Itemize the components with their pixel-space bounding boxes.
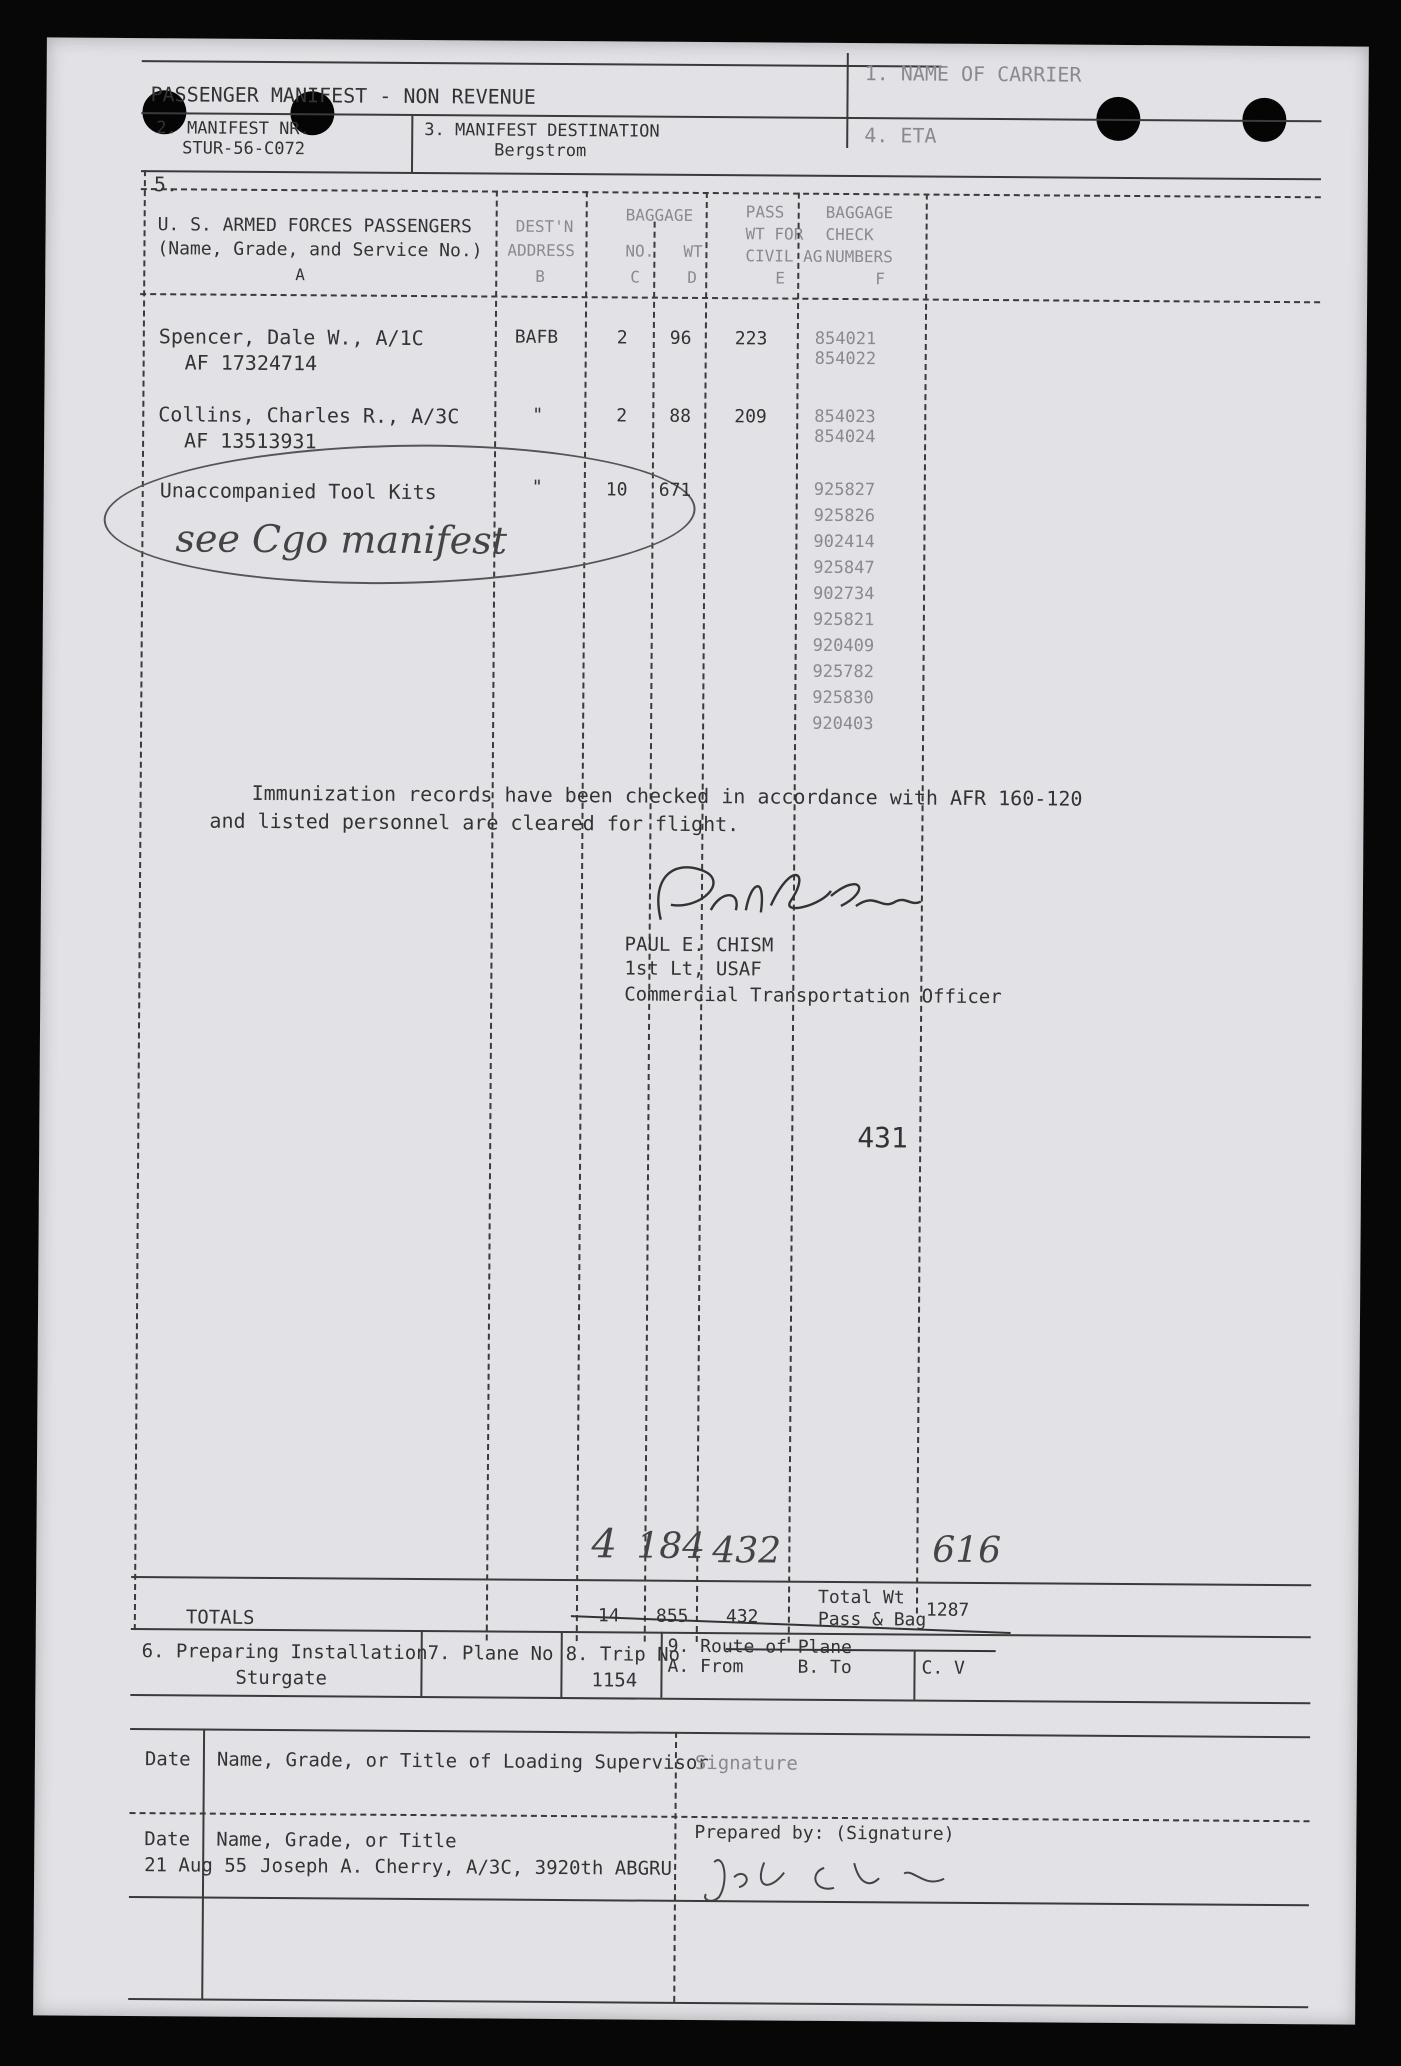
preparer: Joseph A. Cherry, A/3C, 3920th ABGRU — [260, 1854, 673, 1880]
signer-rank: 1st Lt, USAF — [624, 957, 762, 981]
row-check: 925826 — [813, 505, 876, 527]
col-b-header-2: ADDRESS — [507, 240, 575, 261]
rule — [142, 60, 942, 68]
route-to-label: B. To — [797, 1656, 852, 1679]
col-d-header: WT — [683, 241, 703, 261]
row-pass-wt: 209 — [734, 406, 767, 428]
officer-signature — [641, 850, 932, 942]
row-dest: " — [532, 404, 544, 426]
preparing-installation-label: 6. Preparing Installation — [141, 1640, 428, 1665]
totals-label: TOTALS — [185, 1606, 255, 1629]
row-check: 920403 — [812, 713, 874, 735]
row-name: Unaccompanied Tool Kits — [159, 478, 437, 505]
col-f-header-2: CHECK — [825, 224, 874, 245]
destination: Bergstrom — [494, 140, 587, 162]
col-f-letter: F — [875, 269, 885, 289]
name-label: Name, Grade, or Title — [216, 1828, 457, 1853]
row-bag-no: 2 — [616, 327, 628, 349]
col-e-letter: E — [775, 268, 785, 288]
rule — [130, 1694, 1310, 1704]
prepared-by-label: Prepared by: (Signature) — [694, 1821, 955, 1845]
row-service-no: AF 13513931 — [184, 428, 317, 454]
destination-label: 3. MANIFEST DESTINATION — [424, 120, 660, 142]
totals-pass-wt: 432 — [725, 1606, 759, 1628]
handwritten-total-bag-wt: 184 — [636, 1525, 706, 1568]
row-bag-no: 2 — [616, 405, 628, 427]
handwritten-total-bag-no: 4 — [591, 1521, 618, 1568]
row-check: 925821 — [812, 609, 875, 631]
row-check: 902734 — [812, 583, 875, 605]
totals-total-wt: 1287 — [925, 1599, 970, 1621]
row-bag-no: 10 — [605, 479, 628, 501]
eta-label: 4. ETA — [864, 123, 937, 148]
row-bag-wt: 96 — [669, 327, 692, 349]
date-value: 21 Aug 55 — [144, 1854, 248, 1877]
rule — [913, 1649, 915, 1699]
row-dest: BAFB — [514, 326, 559, 348]
rule — [128, 1998, 1308, 2008]
rule — [131, 1576, 1311, 1586]
col-e-header-1: PASS — [745, 202, 785, 222]
row-dest: " — [531, 476, 543, 498]
col-e-header-2: WT FOR — [745, 224, 804, 244]
certification-line-2: and listed personnel are cleared for flight. — [209, 808, 740, 837]
signer-title: Commercial Transportation Officer — [624, 983, 1002, 1009]
rule — [130, 1812, 1310, 1822]
row-check: 925782 — [812, 661, 875, 683]
rule — [130, 1728, 1310, 1738]
preparing-installation: Sturgate — [235, 1666, 328, 1690]
rule — [560, 1631, 562, 1697]
col-c-header: NO. — [625, 241, 655, 261]
form-title: PASSENGER MANIFEST - NON REVENUE — [150, 82, 536, 109]
row-check: 854022 — [814, 348, 877, 370]
col-cd-header: BAGGAGE — [625, 205, 694, 225]
col-e-header-3: CIVIL AG — [745, 246, 823, 266]
row-name: Collins, Charles R., A/3C — [158, 402, 460, 429]
plane-no-label: 7. Plane No — [427, 1642, 554, 1665]
totals-bag-no: 14 — [597, 1605, 620, 1627]
trip-no: 1154 — [591, 1669, 638, 1692]
rule — [660, 1632, 662, 1698]
row-name: Spencer, Dale W., A/1C — [158, 324, 424, 351]
row-check: 925830 — [812, 687, 874, 709]
rule — [141, 170, 1321, 180]
field-5: 5. — [153, 172, 179, 197]
manifest-page — [33, 37, 1369, 2024]
col-a-header-1: U. S. ARMED FORCES PASSENGERS — [157, 214, 472, 238]
handwritten-total-wt: 616 — [932, 1529, 1002, 1572]
rule — [420, 1630, 422, 1696]
manifest-nr-label: 2. MANIFEST NR. — [156, 118, 310, 140]
col-a-header-2: (Name, Grade, and Service No.) — [157, 238, 483, 262]
manifest-nr: STUR-56-C072 — [182, 138, 306, 160]
row-check: 925847 — [813, 557, 875, 579]
route-from-label: A. From — [667, 1655, 744, 1678]
total-wt-label-2: Pass & Bag — [817, 1608, 927, 1631]
rule — [846, 53, 849, 148]
signer-name: PAUL E. CHISM — [624, 933, 774, 957]
totals-bag-wt: 855 — [655, 1605, 689, 1627]
row-pass-wt: 223 — [734, 328, 768, 350]
handwritten-note: see Cgo manifest — [175, 516, 508, 563]
col-c-letter: C — [630, 267, 640, 287]
row-check: 902414 — [813, 531, 875, 553]
loading-supervisor-label: Name, Grade, or Title of Loading Supervisor — [216, 1748, 709, 1775]
row-bag-wt: 88 — [669, 405, 692, 427]
route-via-label: C. V — [921, 1657, 965, 1679]
rule — [140, 293, 1320, 303]
row-check: 854021 — [814, 328, 877, 350]
circled-entry — [102, 439, 697, 589]
col-b-letter: B — [535, 266, 545, 286]
signature-label: Signature — [694, 1751, 798, 1775]
row-check: 854023 — [814, 406, 876, 428]
rule — [576, 191, 588, 1641]
col-b-header-1: DEST'N — [515, 216, 574, 237]
route-label: 9. Route of Plane — [667, 1635, 853, 1659]
row-bag-wt: 671 — [658, 479, 692, 501]
date-label: Date — [144, 1828, 191, 1851]
carrier-label: 1. NAME OF CARRIER — [864, 61, 1082, 87]
page-number: 431 — [857, 1121, 908, 1155]
rule — [134, 170, 146, 1630]
certification-line-1: Immunization records have been checked in accordance with AFR 160-120 — [251, 780, 1083, 811]
col-a-letter: A — [295, 265, 305, 285]
col-f-header-3: NUMBERS — [825, 246, 893, 267]
handwritten-total-pass-wt: 432 — [712, 1530, 782, 1572]
rule — [141, 188, 1321, 198]
rule — [411, 114, 413, 172]
row-service-no: AF 17324714 — [184, 350, 318, 376]
row-check: 920409 — [812, 635, 875, 657]
total-wt-label-1: Total Wt — [817, 1586, 905, 1609]
check-numbers-list — [812, 477, 875, 737]
col-d-letter: D — [687, 267, 697, 287]
row-check: 854024 — [814, 426, 876, 448]
date-label: Date — [144, 1748, 191, 1771]
rule — [486, 191, 498, 1641]
trip-no-label: 8. Trip No — [565, 1643, 681, 1666]
col-f-header-1: BAGGAGE — [825, 202, 894, 223]
row-check: 925827 — [813, 479, 876, 501]
